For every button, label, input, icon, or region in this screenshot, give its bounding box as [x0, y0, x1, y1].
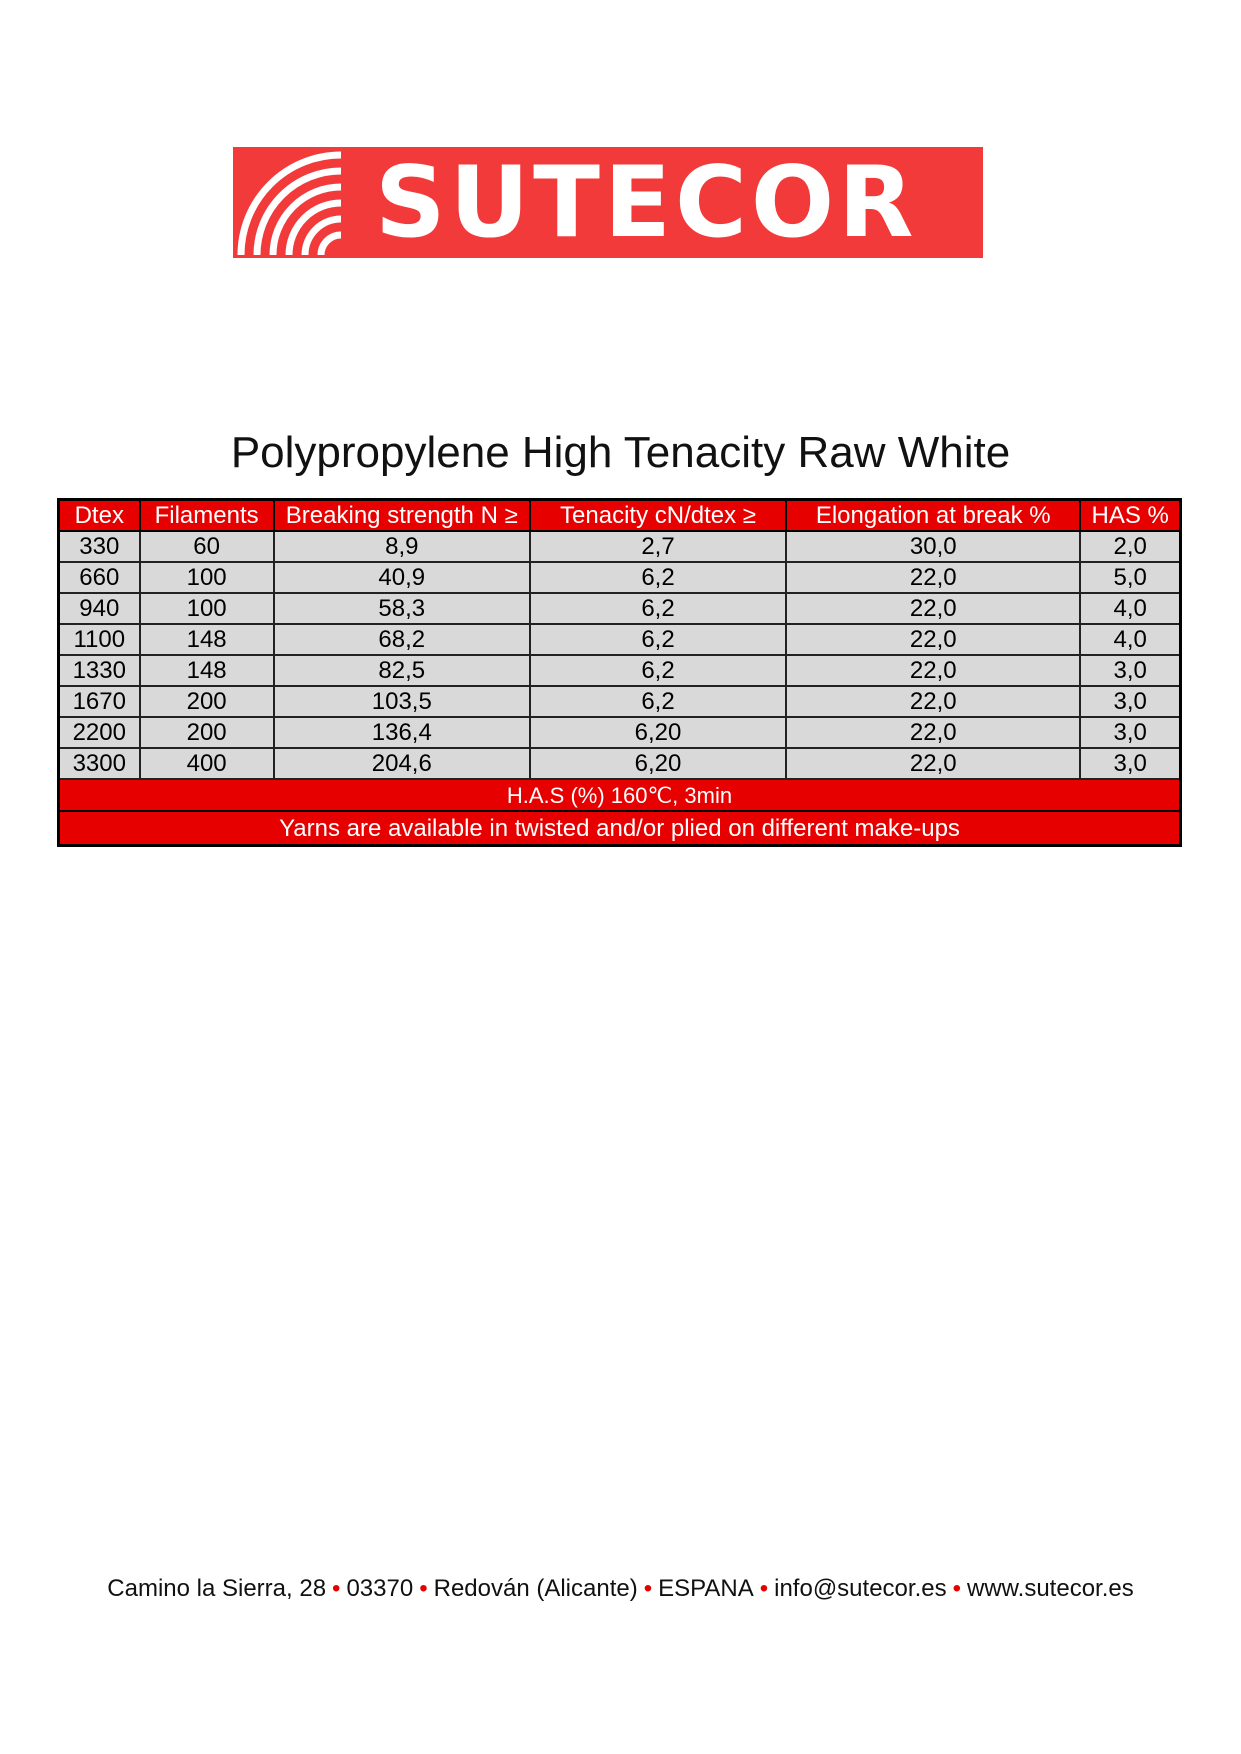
table-cell: 148 [140, 624, 274, 655]
table-cell: 6,2 [530, 655, 786, 686]
table-cell: 22,0 [786, 748, 1080, 779]
table-cell: 200 [140, 717, 274, 748]
table-cell: 100 [140, 593, 274, 624]
table-cell: 3,0 [1080, 748, 1180, 779]
logo-wordmark: SUTECOR [375, 145, 918, 260]
table-note-row [59, 779, 1181, 811]
table-cell: 3,0 [1080, 717, 1180, 748]
footer-part: ESPANA [658, 1575, 754, 1602]
footer-part: Camino la Sierra, 28 [107, 1575, 327, 1602]
table-cell: 4,0 [1080, 593, 1180, 624]
footer-address [0, 1575, 1241, 1603]
bullet-separator: • [952, 1575, 961, 1602]
table-cell: 1100 [59, 624, 140, 655]
column-header: Filaments [140, 500, 274, 532]
table-cell: 22,0 [786, 655, 1080, 686]
table-cell: 940 [59, 593, 140, 624]
table-cell: 30,0 [786, 531, 1080, 562]
footer-part: 03370 [346, 1575, 414, 1602]
table-cell: 22,0 [786, 717, 1080, 748]
page-title: Polypropylene High Tenacity Raw White [230, 428, 1011, 477]
table-row [59, 686, 1181, 717]
table-cell: 2200 [59, 717, 140, 748]
table-cell: 58,3 [274, 593, 530, 624]
logo-arcs-icon [233, 147, 351, 258]
table-cell: 22,0 [786, 624, 1080, 655]
table-cell: 68,2 [274, 624, 530, 655]
bullet-separator: • [643, 1575, 653, 1602]
spec-table [57, 498, 1182, 847]
table-row [59, 593, 1181, 624]
table-cell: 6,2 [530, 624, 786, 655]
table-cell: 6,20 [530, 717, 786, 748]
column-header: Dtex [59, 500, 140, 532]
table-row [59, 655, 1181, 686]
has-condition-note: H.A.S (%) 160℃, 3min [59, 779, 1181, 811]
table-cell: 148 [140, 655, 274, 686]
table-cell: 3,0 [1080, 686, 1180, 717]
table-cell: 3,0 [1080, 655, 1180, 686]
table-cell: 82,5 [274, 655, 530, 686]
table-note-row [59, 811, 1181, 846]
table-cell: 100 [140, 562, 274, 593]
table-header-row [59, 500, 1181, 532]
table-cell: 8,9 [274, 531, 530, 562]
table-cell: 40,9 [274, 562, 530, 593]
table-row [59, 624, 1181, 655]
table-cell: 200 [140, 686, 274, 717]
bullet-separator: • [332, 1575, 341, 1602]
table-cell: 1330 [59, 655, 140, 686]
table-cell: 204,6 [274, 748, 530, 779]
table-cell: 3300 [59, 748, 140, 779]
column-header: Elongation at break % [786, 500, 1080, 532]
bullet-separator: • [419, 1575, 428, 1602]
table-cell: 6,20 [530, 748, 786, 779]
table-cell: 330 [59, 531, 140, 562]
table-cell: 22,0 [786, 562, 1080, 593]
footer-part: www.sutecor.es [966, 1575, 1134, 1602]
brand-logo [233, 147, 983, 258]
table-row [59, 531, 1181, 562]
footer-part: info@sutecor.es [774, 1575, 947, 1602]
table-cell: 1670 [59, 686, 140, 717]
table-cell: 60 [140, 531, 274, 562]
table-cell: 6,2 [530, 686, 786, 717]
table-cell: 2,0 [1080, 531, 1180, 562]
table-row [59, 748, 1181, 779]
table-row [59, 562, 1181, 593]
column-header: HAS % [1080, 500, 1180, 532]
table-cell: 103,5 [274, 686, 530, 717]
bullet-separator: • [759, 1575, 769, 1602]
table-cell: 660 [59, 562, 140, 593]
table-cell: 6,2 [530, 593, 786, 624]
table-cell: 22,0 [786, 593, 1080, 624]
column-header: Tenacity cN/dtex ≥ [530, 500, 786, 532]
table-cell: 5,0 [1080, 562, 1180, 593]
table-cell: 4,0 [1080, 624, 1180, 655]
table-cell: 22,0 [786, 686, 1080, 717]
table-cell: 6,2 [530, 562, 786, 593]
table-cell: 400 [140, 748, 274, 779]
table-row [59, 717, 1181, 748]
availability-note: Yarns are available in twisted and/or plied on different make-ups [59, 811, 1181, 846]
column-header: Breaking strength N ≥ [274, 500, 530, 532]
table-cell: 2,7 [530, 531, 786, 562]
footer-part: Redován (Alicante) [433, 1575, 638, 1602]
table-cell: 136,4 [274, 717, 530, 748]
